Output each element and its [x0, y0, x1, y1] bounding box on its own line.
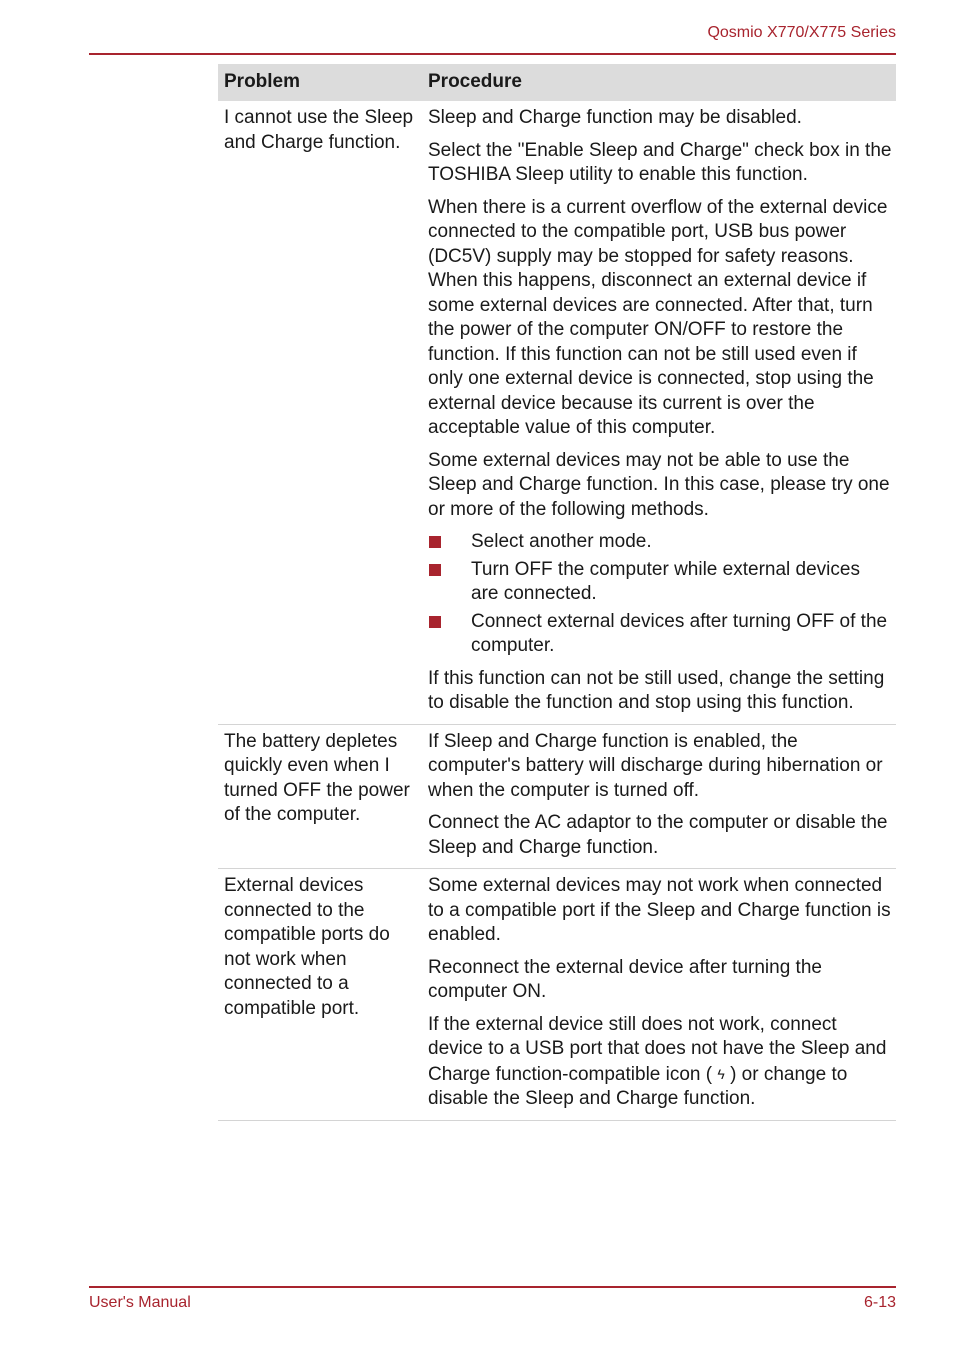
method-list [428, 530, 892, 659]
list-item-text: Connect external devices after turning OFF of the computer. [471, 610, 888, 656]
bullet-square-icon [429, 536, 441, 548]
procedure-paragraph: Connect the AC adaptor to the computer or disable the Sleep and Charge function. [428, 812, 888, 858]
list-item [428, 610, 892, 659]
list-item [428, 558, 892, 607]
paragraph-text: ) or change to disable the Sleep and Charge function. [428, 1063, 848, 1109]
header-rule [89, 53, 896, 55]
procedure-paragraph: Sleep and Charge function may be disabled. [428, 107, 802, 128]
problem-cell: The battery depletes quickly even when I turned OFF the power of the computer. [218, 724, 422, 869]
list-item-text: Turn OFF the computer while external devices are connected. [471, 558, 860, 604]
procedure-paragraph: If Sleep and Charge function is enabled, the computer's battery will discharge during hibernation or when the computer is turned off. [428, 730, 883, 801]
procedure-cell [422, 724, 896, 869]
procedure-paragraph: Select the "Enable Sleep and Charge" check box in the TOSHIBA Sleep utility to enable this function. [428, 139, 892, 185]
paragraph-text: If the external device still does not work, connect device to a USB port that does not have the Sleep and Charge function-compatible icon ( [428, 1013, 887, 1085]
procedure-paragraph [428, 1013, 892, 1112]
procedure-paragraph: Some external devices may not be able to use the Sleep and Charge function. In this case, please try one or more of the following methods. [428, 449, 890, 520]
procedure-paragraph: Reconnect the external device after turning the computer ON. [428, 956, 822, 1002]
running-header: Qosmio X770/X775 Series [707, 24, 896, 41]
footer-manual-title: User's Manual [89, 1294, 191, 1311]
procedure-cell [422, 869, 896, 1121]
sleep-and-charge-icon: ϟ [717, 1065, 725, 1082]
bullet-square-icon [429, 564, 441, 576]
procedure-paragraph: Some external devices may not work when connected to a compatible port if the Sleep and Charge function is enabled. [428, 875, 891, 945]
column-header-procedure: Procedure [422, 64, 896, 101]
procedure-paragraph: When there is a current overflow of the external device connected to the compatible port, USB bus power (DC5V) supply may be stopped for safety reasons. When this happens, disconnect an external device if some external devices are connected. After that, turn the power of the computer ON/OFF to restore the function. If this function can not be still used even if only one external device is connected, stop using the external device because its current is over the acceptable value of this computer. [428, 196, 888, 438]
list-item-text: Select another mode. [471, 531, 652, 552]
problem-cell: I cannot use the Sleep and Charge function. [218, 101, 422, 724]
footer-rule [89, 1286, 896, 1288]
procedure-cell [422, 101, 896, 724]
column-header-problem: Problem [218, 64, 422, 101]
problem-cell: External devices connected to the compatible ports do not work when connected to a compatible port. [218, 869, 422, 1121]
table-header-row [218, 64, 896, 101]
list-item [428, 530, 892, 555]
troubleshooting-table [218, 64, 896, 1121]
page-number: 6-13 [863, 1294, 896, 1311]
table-row [218, 869, 896, 1121]
bullet-square-icon [429, 616, 441, 628]
procedure-paragraph: If this function can not be still used, change the setting to disable the function and stop using this function. [428, 667, 885, 713]
table-row [218, 101, 896, 724]
table-row [218, 724, 896, 869]
